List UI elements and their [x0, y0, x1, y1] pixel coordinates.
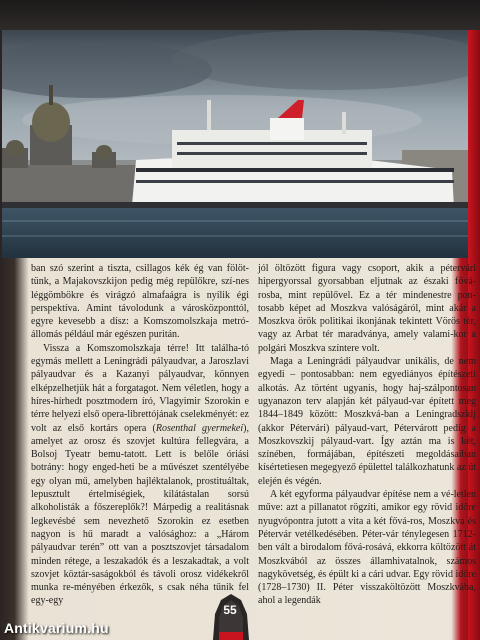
paragraph: Vissza a Komszomolszkaja térre! Itt találha-tó egymás mellett a Leningrádi pályaudvar, a Jaroszlavi pályaudvar és a Kazanyi pályaudvar, könnyen elképzelhetjük hát a forgatagot. Nem véletlen, hogy a híres-hírhedt posztmodern író, Vlagyimir Szorokin e térre helyezi első opera-librettójának cselekményét: ez volt az első kortárs opera (Rosenthal gyermekei), amelyet az orosz és szovjet kultúra fellegvára, a Bolsoj Tyeatr bemu-tatott. Lett is belőle óriási botrány: hogy enged-heti be a művészet szentélyébe egy olyan mű, amelyben hajléktalanok, prostituáltak, lepusztult értelmiségiek, kilátástalan sorsú alkoholisták a főszereplők?! Márpedig a realitásnak legkevésbé sem nevezhető Szorokin ez esetben nagyon is hű maradt a valósághoz: a „Három pályaudvar terén” ott van a posztszovjet társadalom minden rétege, a leszakadók és a leszakadtak, a volt szovjet köztár-saságokból és távoli orosz vidékekről munka re-ményében érkezők, s csak néha tűnik fel egy-egy — [31, 342, 249, 607]
text-column-right — [258, 262, 476, 607]
watermark-text: Antikvarium.hu — [4, 620, 109, 636]
opera-title: Rosenthal gyermekei — [155, 422, 244, 434]
page-number: 55 — [223, 603, 237, 617]
scanner-top-edge — [0, 0, 480, 30]
paragraph: A két egyforma pályaudvar építése nem a vé-letlen műve: azt a pillanatot rögzíti, amikor egy rövid időre nyugvópontra jutott a vita a két fővá-ros, Moszkva és Pétervár vetélkedésében. Péter-vár ténylegesen 1712-ben vált a birodalom fővá-rosává, ekkorra költözött át Moszkvából az összes államhivatalnok, számos nagykövetség, és épült ki a cári udvar. Egy rövid időre (1728–1730) II. Péter visszaköltözött Moszkvába, ahol a legendák — [258, 489, 476, 607]
paragraph: jól öltözött figura vagy csoport, akik a pétervári hipergyorssal gyorsabban eljutnak az északi fővá-rosba, mint repülővel. Ez a tér mindenestre pon-tosabb képet ad Moszkva valóságáról, mint akár a Moszkva örök politikai ikonjának tekintett Vörös tér, vagy az Arbat tér maradványa, amely valami-kor a polgári Moszkva színtere volt. — [258, 263, 476, 354]
photo-illustration — [2, 30, 468, 258]
text-column-left — [31, 262, 249, 607]
paragraph: Maga a Leningrádi pályaudvar unikális, de nem egyedi – pontosabban: nem egyediányos építészeti alkotás. Az történt ugyanis, hogy haj-szálpontosan ugyanazon terv alapján két pályaud-var épített meg 1844–1849 között: Moszkvá-ban a Leningradszkij (akkor Pétervári) pályaud-vart, Pétervárott pedig a Moszkovszkij pályaud-vart. Így aztán ma is két, színében, formájában, építészeti megoldásaiban kísértetiesen megegyező épülettel találkozhatunk az út elején és végén. — [258, 356, 476, 487]
photo-cruise-ship-st-petersburg — [2, 30, 468, 258]
paragraph: ban szó szerint a tiszta, csillagos kék ég van fölöt-tünk, a Majakovszkijon pedig még repülőkre, szí-nes léggömbökre és virágzó almafaágra is nyílik égi perspektíva. Amint távolodunk a városközponttól, egyre kevesebb a dísz: a Komszomolszkaja metró-állomás például már egészen puritán. — [31, 263, 249, 341]
